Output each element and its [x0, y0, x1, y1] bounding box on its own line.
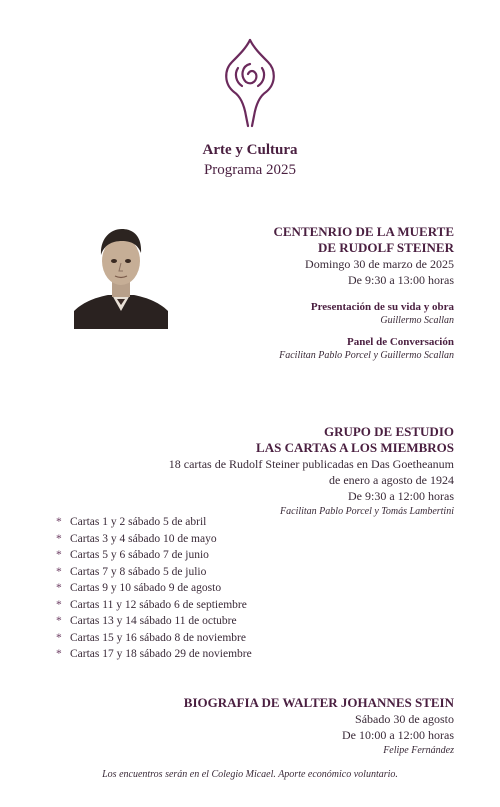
- event1-part2-title: Panel de Conversación: [347, 336, 454, 348]
- sessions-list: [56, 514, 252, 663]
- asterisk-icon: *: [56, 532, 62, 545]
- event-grupo-estudio: [169, 424, 454, 520]
- asterisk-icon: *: [56, 516, 62, 528]
- asterisk-icon: *: [56, 598, 62, 611]
- event3-person: Felipe Fernández: [383, 745, 454, 756]
- asterisk-icon: *: [56, 615, 62, 627]
- list-item: * Cartas 9 y 10 sábado 9 de agosto: [56, 580, 252, 597]
- event2-desc-line1: 18 cartas de Rudolf Steiner publicadas en Das Goetheanum: [168, 457, 454, 471]
- list-item: * Cartas 17 y 18 sábado 29 de noviembre: [56, 646, 252, 663]
- list-item: * Cartas 11 y 12 sábado 6 de septiembre: [56, 597, 252, 614]
- event2-time: De 9:30 a 12:00 horas: [348, 489, 454, 503]
- event1-date: Domingo 30 de marzo de 2025: [305, 257, 454, 271]
- event2-title-line2: LAS CARTAS A LOS MIEMBROS: [256, 440, 454, 455]
- event1-time: De 9:30 a 13:00 horas: [348, 273, 454, 287]
- page-title: Arte y Cultura: [202, 142, 298, 158]
- list-item: * Cartas 3 y 4 sábado 10 de mayo: [56, 531, 252, 548]
- portrait-photo: [74, 225, 168, 329]
- event1-part1-person: Guillermo Scallan: [380, 315, 454, 326]
- event1-part1-title: Presentación de su vida y obra: [310, 301, 454, 313]
- event3-time: De 10:00 a 12:00 horas: [342, 728, 454, 742]
- asterisk-icon: *: [56, 648, 62, 660]
- event3-title: BIOGRAFIA DE WALTER JOHANNES STEIN: [183, 695, 454, 710]
- event-centenario: [274, 224, 455, 288]
- event1-title-line2: DE RUDOLF STEINER: [317, 240, 454, 255]
- asterisk-icon: *: [56, 549, 62, 561]
- event1-part2-person: Facilitan Pablo Porcel y Guillermo Scallan: [279, 350, 454, 361]
- event-biografia: [184, 695, 454, 759]
- event3-date: Sábado 30 de agosto: [355, 712, 454, 726]
- event2-facilitators: Facilitan Pablo Porcel y Tomás Lambertini: [280, 506, 454, 517]
- event2-title-line1: GRUPO DE ESTUDIO: [323, 424, 454, 439]
- event1-title-line1: CENTENRIO DE LA MUERTE: [273, 224, 454, 239]
- event2-desc-line2: de enero a agosto de 1924: [329, 473, 454, 487]
- event1-part2: [279, 335, 454, 363]
- event1-part1: [311, 300, 454, 328]
- list-item: * Cartas 5 y 6 sábado 7 de junio: [56, 547, 252, 564]
- list-item: * Cartas 13 y 14 sábado 11 de octubre: [56, 613, 252, 630]
- list-item: * Cartas 15 y 16 sábado 8 de noviembre: [56, 630, 252, 647]
- asterisk-icon: *: [56, 582, 62, 594]
- list-item: * Cartas 1 y 2 sábado 5 de abril: [56, 514, 252, 531]
- logo-icon: [218, 38, 282, 128]
- asterisk-icon: *: [56, 631, 62, 644]
- list-item: * Cartas 7 y 8 sábado 5 de julio: [56, 564, 252, 581]
- asterisk-icon: *: [56, 565, 62, 578]
- footer-note: Los encuentros serán en el Colegio Micael. Aporte económico voluntario.: [102, 769, 398, 780]
- page-subtitle: Programa 2025: [203, 162, 297, 178]
